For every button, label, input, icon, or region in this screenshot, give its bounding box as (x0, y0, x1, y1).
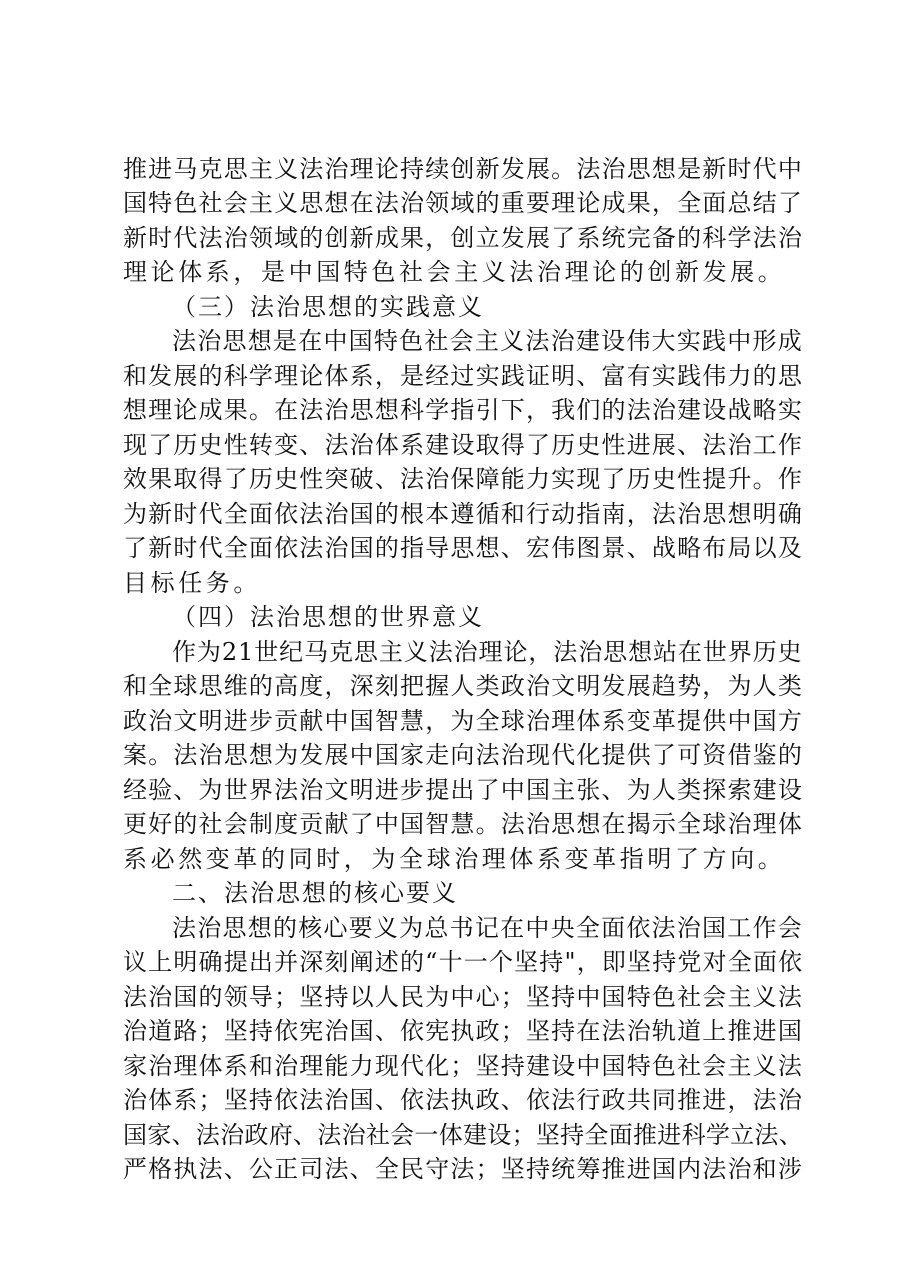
paragraph-line: 法治思想的核心要义为总书记在中央全面依法治国工作会 (172, 914, 803, 942)
paragraph-line: 经验、为世界法治文明进步提出了中国主张、为人类探索建设 (123, 776, 803, 804)
paragraph-line: 新时代法治领域的创新成果，创立发展了系统完备的科学法治 (123, 224, 803, 252)
paragraph-line: 案。法治思想为发展中国家走向法治现代化提供了可资借鉴的 (123, 741, 803, 769)
section-heading: （三）法治思想的实践意义 (172, 293, 484, 321)
paragraph-line: 议上明确提出并深刻阐述的“十一个坚持"，即坚持党对全面依 (123, 948, 804, 976)
paragraph-line: 国特色社会主义思想在法治领域的重要理论成果，全面总结了 (123, 189, 803, 217)
paragraph-line: 法治思想是在中国特色社会主义法治建设伟大实践中形成 (172, 327, 803, 355)
paragraph-line: 作为21世纪马克思主义法治理论，法治思想站在世界历史 (172, 638, 803, 666)
paragraph-line: 现了历史性转变、法治体系建设取得了历史性进展、法治工作 (123, 431, 803, 459)
section-heading: 二、法治思想的核心要义 (172, 879, 458, 907)
paragraph-line: 目标任务。 (123, 569, 261, 597)
paragraph-line: 和全球思维的高度，深刻把握人类政治文明发展趋势，为人类 (123, 672, 803, 700)
paragraph-line: 理论体系，是中国特色社会主义法治理论的创新发展。 (123, 258, 786, 286)
paragraph-line: 想理论成果。在法治思想科学指引下，我们的法治建设战略实 (123, 396, 803, 424)
paragraph-line: 法治国的领导；坚持以人民为中心；坚持中国特色社会主义法 (123, 983, 803, 1011)
paragraph-line: 和发展的科学理论体系，是经过实践证明、富有实践伟力的思 (123, 362, 803, 390)
paragraph-line: 家治理体系和治理能力现代化；坚持建设中国特色社会主义法 (123, 1052, 803, 1080)
paragraph-line: 政治文明进步贡献中国智慧，为全球治理体系变革提供中国方 (123, 707, 803, 735)
paragraph-line: 系必然变革的同时，为全球治理体系变革指明了方向。 (123, 845, 786, 873)
paragraph-line: 推进马克思主义法治理论持续创新发展。法治思想是新时代中 (123, 155, 803, 183)
paragraph-line: 治体系；坚持依法治国、依法执政、依法行政共同推进，法治 (123, 1086, 803, 1114)
paragraph-line: 治道路；坚持依宪治国、依宪执政；坚持在法治轨道上推进国 (123, 1017, 803, 1045)
section-heading: （四）法治思想的世界意义 (172, 603, 484, 631)
paragraph-line: 国家、法治政府、法治社会一体建设；坚持全面推进科学立法、 (123, 1121, 803, 1149)
paragraph-line: 了新时代全面依法治国的指导思想、宏伟图景、战略布局以及 (123, 534, 803, 562)
paragraph-line: 效果取得了历史性突破、法治保障能力实现了历史性提升。作 (123, 465, 803, 493)
paragraph-line: 严格执法、公正司法、全民守法；坚持统筹推进国内法治和涉 (123, 1155, 803, 1183)
paragraph-line: 更好的社会制度贡献了中国智慧。法治思想在揭示全球治理体 (123, 810, 803, 838)
paragraph-line: 为新时代全面依法治国的根本遵循和行动指南，法治思想明确 (123, 500, 803, 528)
